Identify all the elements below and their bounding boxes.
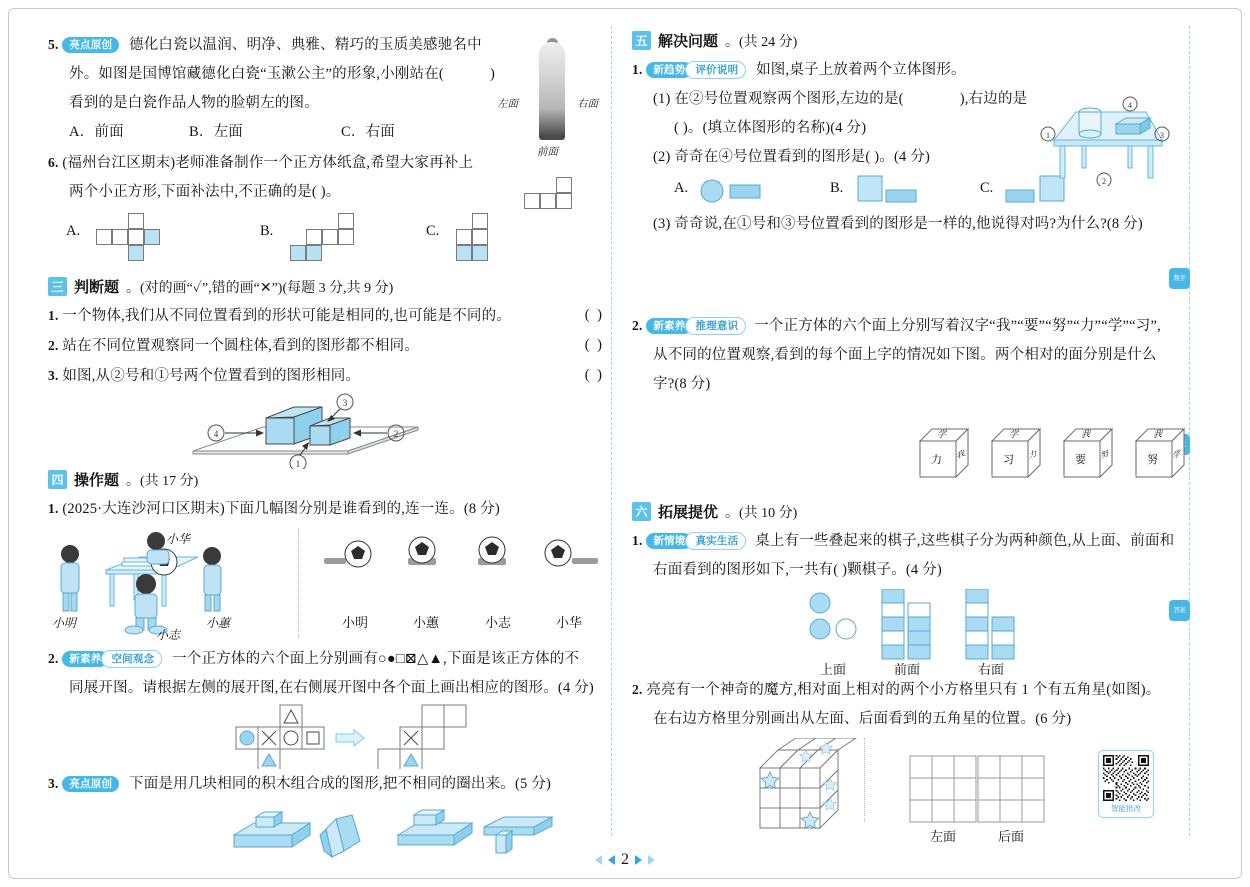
page-number: 2	[621, 851, 629, 868]
tag-xinsuyang: 新素养	[62, 651, 108, 667]
qr-code-box[interactable]	[1098, 750, 1154, 818]
question-5-number: 5.	[48, 37, 59, 52]
char-cube-3	[1062, 427, 1114, 479]
sec4-q2-number: 2.	[48, 651, 59, 666]
net-option-c[interactable]	[456, 213, 526, 265]
tag-zhenshi-shenghuo: 真实生活	[685, 532, 746, 550]
next-page-icon[interactable]	[635, 855, 642, 865]
question-6-options	[48, 209, 604, 267]
section-3-badge: 三	[48, 277, 67, 296]
svg-text:2: 2	[1102, 177, 1106, 186]
judge-3-answer-blank[interactable]: ( )	[584, 367, 604, 383]
option-c-label[interactable]: C.	[426, 223, 440, 239]
sec5-q2-line1: 一个正方体的六个面上分别写着汉字“我”“要”“努”“力”“学”“习”,	[754, 318, 1161, 334]
question-5-line2-a: 外。如图是国博馆藏德化白瓷“玉漱公主”的形象,小刚站在(	[69, 66, 444, 82]
sec4-q3-number: 3.	[48, 776, 59, 791]
sec5-q1	[632, 55, 1192, 85]
sec5-q1-sub1-b: ),右边的是	[959, 91, 1028, 107]
cube-1-front: 力	[931, 454, 942, 466]
sec6-q2-line1: 亮亮有一个神奇的魔方,相对面上相对的两个小方格里只有 1 个有五角星(如图)。	[646, 682, 1161, 698]
section-3-title: 判断题	[74, 280, 120, 296]
sec5-q2-line2: 从不同的位置观察,看到的每个面上字的情况如下图。两个相对的面分别是什么	[653, 347, 1157, 363]
section-3-subtitle: 。(对的画“✓”,错的画“✕”)(每题 3 分,共 9 分)	[126, 280, 394, 296]
statue-label-left: 左面	[497, 99, 518, 110]
section-5-subtitle: 。(共 24 分)	[725, 34, 798, 50]
page-footer	[0, 851, 1250, 869]
tag-xinqushi: 新趋势	[646, 62, 692, 78]
tag-kongjian-guannian: 空间观念	[101, 650, 162, 668]
judge-3-figure	[48, 393, 604, 469]
cube-3-top: 我	[1080, 428, 1093, 440]
tag-pingjia-shuoming: 评价说明	[685, 61, 746, 79]
section-5-header	[632, 30, 1192, 51]
kid-label-xiaoming: 小明	[52, 616, 77, 630]
judge-2-text: 站在不同位置观察同一个圆柱体,看到的图形都不相同。	[62, 338, 419, 354]
svg-text:1: 1	[1046, 131, 1050, 140]
sec5-q1-stem: 如图,桌子上放着两个立体图形。	[756, 62, 966, 78]
name-xiaoming[interactable]: 小明	[341, 615, 368, 630]
judge-1-number: 1.	[48, 308, 59, 323]
cube-4-front: 努	[1147, 454, 1158, 466]
question-6-number: 6.	[48, 155, 59, 170]
question-5-line1: 德化白瓷以温润、明净、典雅、精巧的玉质美感驰名中	[129, 37, 482, 53]
side-tab-label: 数学	[1173, 275, 1186, 282]
matching-names-row	[320, 612, 604, 631]
net-option-a[interactable]	[96, 213, 186, 265]
section-5-badge: 五	[632, 31, 651, 50]
tag-xinqingjing: 新情境	[646, 533, 692, 549]
sec5-option-a-figure[interactable]	[698, 174, 788, 208]
statue-label-front: 前面	[537, 147, 558, 158]
figure-divider	[298, 528, 299, 638]
sec5-q1-sub3: (3) 奇奇说,在①号和③号位置看到的图形是一样的,他说得对吗?为什么?(8 分)	[653, 216, 1143, 232]
section-6-subtitle: 。(共 10 分)	[725, 505, 798, 521]
sec6-q2-figure	[632, 738, 1192, 844]
sec4-q3	[48, 769, 604, 799]
tag-tuili-yishi: 推理意识	[685, 317, 746, 335]
tag-group-xinsuyang	[62, 645, 162, 674]
side-tab-label: 答案	[1173, 607, 1186, 614]
judge-3-number: 3.	[48, 368, 59, 383]
figure-divider-2	[864, 738, 865, 822]
char-cube-2	[990, 427, 1042, 479]
cube-2-front: 习	[1003, 454, 1014, 466]
qr-caption: 智能批改	[1111, 804, 1141, 813]
option-a-label[interactable]: A.	[66, 223, 81, 239]
char-cube-1	[918, 427, 970, 479]
sec5-option-c-label[interactable]: C.	[980, 180, 994, 196]
sec4-q1	[48, 494, 604, 524]
table-figure	[1040, 96, 1170, 186]
question-6-given-net	[524, 176, 594, 212]
judge-1-text: 一个物体,我们从不同位置看到的形状可能是相同的,也可能是不同的。	[62, 308, 512, 324]
char-cubes-figure	[632, 427, 1192, 487]
judge-item-2	[48, 331, 604, 361]
section-4-badge: 四	[48, 470, 67, 489]
cube-3-front: 要	[1075, 454, 1086, 466]
question-5-line3: 看到的是白瓷作品人物的脸朝左的图。	[69, 95, 319, 111]
prev-page-icon-outer[interactable]	[595, 855, 602, 865]
sec6-q2-line2: 在右边方格里分别画出从左面、后面看到的五角星的位置。(6 分)	[653, 711, 1072, 727]
section-4-title: 操作题	[74, 473, 120, 489]
tag-group-xinsuyang-2	[646, 312, 746, 341]
net-option-b[interactable]	[290, 213, 380, 265]
grid-label-left: 左面	[929, 829, 956, 844]
matching-figure	[48, 526, 604, 644]
cube-1-top: 学	[936, 428, 949, 440]
kid-label-xiaohui: 小蕙	[206, 616, 231, 630]
section-6-badge: 六	[632, 502, 651, 521]
char-cubes-row	[918, 427, 1186, 479]
option-c[interactable]: C．右面	[341, 124, 395, 140]
cube-2-side: 力	[1029, 448, 1037, 461]
option-b-label[interactable]: B.	[260, 223, 274, 239]
statue-figure	[497, 38, 607, 163]
sec5-q1-sub1c[interactable]: ( )。(填立体图形的名称)(4 分)	[674, 120, 867, 136]
svg-text:1: 1	[295, 459, 301, 469]
chess-views-figure	[632, 589, 1192, 677]
judge-item-1	[48, 301, 604, 331]
sec5-q1-sub1-a: (1) 在②号位置观察两个图形,左边的是(	[653, 91, 904, 107]
qr-code-image	[1103, 755, 1149, 801]
section-4-header	[48, 469, 604, 490]
grid-label-back: 后面	[997, 829, 1024, 844]
table-svg	[1040, 96, 1170, 186]
question-5-line2-b: )	[489, 66, 495, 82]
name-xiaohua[interactable]: 小华	[555, 615, 582, 630]
sec4-q3-text: 下面是用几块相同的积木组合成的图形,把不相同的圈出来。(5 分)	[129, 776, 552, 792]
cube-4-side: 学	[1173, 448, 1181, 461]
cube-1-side: 我	[957, 448, 965, 461]
tag-group-xinqushi	[646, 56, 746, 85]
section-4-subtitle: 。(共 17 分)	[126, 473, 199, 489]
section-6-header	[632, 501, 1192, 522]
judge-1-answer-blank[interactable]: ( )	[584, 307, 604, 323]
statue-label-right: 右面	[577, 99, 598, 110]
tag-xinsuyang-2: 新素养	[646, 318, 692, 334]
cube-4-top: 我	[1152, 428, 1165, 440]
sec6-q2	[632, 675, 1192, 705]
kid-label-xiaozhi: 小志	[156, 628, 181, 642]
section-6-title: 拓展提优	[658, 505, 719, 521]
sec5-option-b-label[interactable]: B.	[830, 180, 844, 196]
section-3-header	[48, 276, 604, 297]
sec5-q1-number: 1.	[632, 62, 643, 77]
cube-2-top: 学	[1008, 428, 1021, 440]
judge-2-answer-blank[interactable]: ( )	[584, 337, 604, 353]
sec6-q1-number: 1.	[632, 533, 643, 548]
name-xiaohui[interactable]: 小蕙	[412, 615, 439, 630]
tag-liangdian-yuanchuang-2: 亮点原创	[62, 776, 119, 792]
char-cube-4	[1134, 427, 1186, 479]
tag-group-xinqingjing	[646, 527, 746, 556]
question-6-line1: (福州台江区期末)老师准备制作一个正方体纸盒,希望大家再补上	[62, 155, 474, 171]
judge-item-3	[48, 361, 604, 391]
view-label-front: 前面	[893, 662, 920, 677]
sec5-q1-sub2[interactable]: (2) 奇奇在④号位置看到的图形是( )。(4 分)	[653, 149, 931, 165]
name-xiaozhi[interactable]: 小志	[484, 615, 511, 630]
cube-3-side: 努	[1101, 448, 1109, 461]
svg-text:3: 3	[1160, 131, 1164, 140]
ball-views-svg	[320, 532, 620, 582]
sec5-option-a-label[interactable]: A.	[674, 180, 689, 196]
sec4-q1-text: (2025·大连沙河口区期末)下面几幅图分别是谁看到的,连一连。(8 分)	[62, 501, 500, 517]
sec6-q1-line1: 桌上有一些叠起来的棋子,这些棋子分为两种颜色,从上面、前面和	[755, 533, 1175, 549]
prev-page-icon[interactable]	[608, 855, 615, 865]
sec4-q1-number: 1.	[48, 501, 59, 516]
view-label-top: 上面	[819, 662, 846, 677]
svg-text:3: 3	[342, 398, 348, 408]
sec4-q2-line1: 一个正方体的六个面上分别画有○●□⊠△▲,下面是该正方体的不	[172, 651, 580, 667]
sec4-q2	[48, 644, 604, 674]
sec5-q2-line3: 字?(8 分)	[653, 376, 711, 392]
judge-2-number: 2.	[48, 338, 59, 353]
view-label-right: 右面	[977, 662, 1004, 677]
sec5-option-b-figure[interactable]	[854, 174, 944, 208]
sec6-q2-number: 2.	[632, 682, 643, 697]
option-b[interactable]: B．左面	[189, 124, 243, 140]
unfold-nets-svg	[48, 703, 604, 769]
sec4-q2-line2: 同展开图。请根据左侧的展开图,在右侧展开图中各个面上画出相应的图形。(4 分)	[69, 680, 594, 696]
next-page-icon-outer[interactable]	[648, 855, 655, 865]
tag-liangdian-yuanchuang: 亮点原创	[62, 37, 119, 53]
sec5-q2-number: 2.	[632, 318, 643, 333]
judge-3-text: 如图,从②号和①号两个位置看到的图形相同。	[62, 368, 361, 384]
section-5-title: 解决问题	[658, 34, 719, 50]
column-divider	[611, 26, 612, 836]
option-a[interactable]: A．前面	[69, 124, 124, 140]
svg-text:4: 4	[213, 429, 219, 439]
statue-body	[539, 42, 565, 140]
svg-text:2: 2	[393, 429, 399, 439]
question-6-line2: 两个小正方形,下面补法中,不正确的是( )。	[69, 184, 341, 200]
sec6-q1-line2[interactable]: 右面看到的图形如下,一共有( )颗棋子。(4 分)	[653, 562, 942, 578]
sec6-q1	[632, 526, 1192, 556]
svg-text:4: 4	[1128, 101, 1132, 110]
cubes-on-plane-svg	[48, 393, 604, 469]
sec4-q2-figure	[48, 703, 604, 769]
sec5-q2	[632, 311, 1192, 341]
kid-label-xiaohua: 小华	[166, 532, 191, 546]
